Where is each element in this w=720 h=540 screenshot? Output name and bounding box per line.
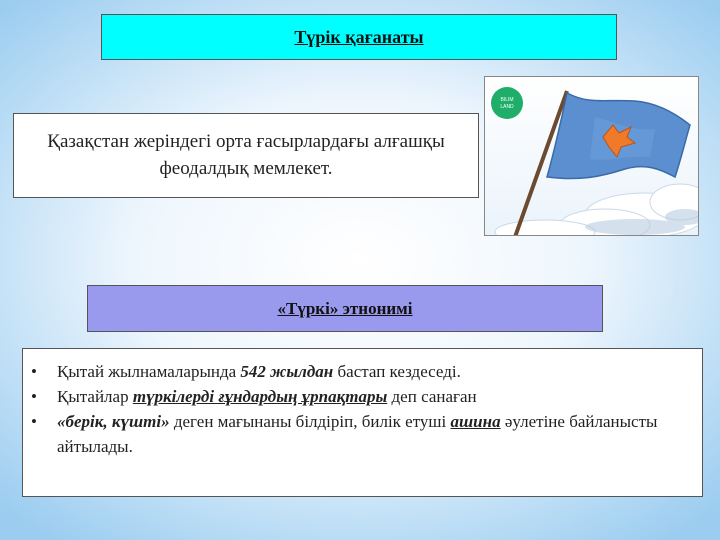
definition-text: Қазақстан жеріндегі орта ғасырлардағы алғашқы феодалдық мемлекет. xyxy=(47,130,445,179)
subtitle-banner xyxy=(87,285,603,332)
list-item: • Қытайлар түркілерді ғұндардың ұрпақтары деп санаған xyxy=(31,384,692,409)
flag-image xyxy=(484,76,699,236)
list-item: • «берік, күшті» деген мағынаны білдіріп, билік етуші ашина әулетіне байланысты айтылады. xyxy=(31,409,692,459)
badge-text-top: BILIM xyxy=(500,97,514,103)
title-banner xyxy=(101,14,617,60)
bullet-icon: • xyxy=(31,412,37,431)
subtitle-text: «Түркі» этнонимі xyxy=(277,298,413,318)
bullet-icon: • xyxy=(31,387,37,406)
badge-text-bottom: LAND xyxy=(500,104,514,110)
list-item: • Қытай жылнамаларында 542 жылдан бастап кездеседі. xyxy=(31,359,692,384)
turkic-khaganate-flag-icon xyxy=(485,77,699,236)
definition-box xyxy=(13,113,479,198)
page-title: Түрік қағанаты xyxy=(294,26,424,47)
facts-box xyxy=(22,348,703,497)
facts-list xyxy=(31,359,692,459)
bullet-icon: • xyxy=(31,362,37,381)
